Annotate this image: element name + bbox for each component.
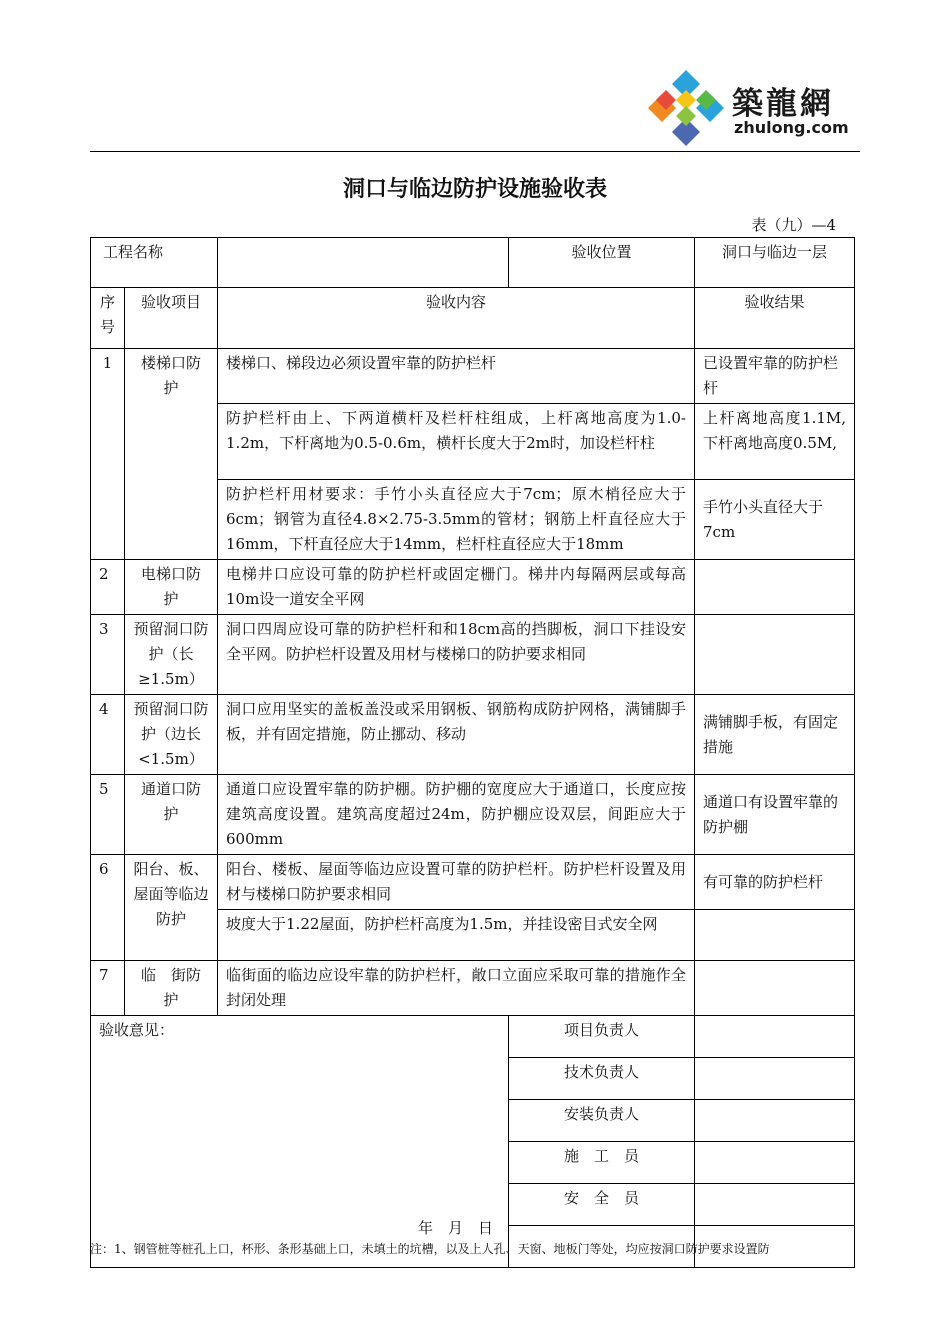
row-content: 防护栏杆用材要求：手竹小头直径应大于7cm；原木梢径应大于6cm；钢管为直径4.8×2.75-3.5mm的管材；钢筋上杆直径应大于16mm，下杆直径应大于14mm，栏杆柱直径应大于18mm: [218, 480, 695, 560]
row-result: [695, 910, 855, 961]
col-item-header: 验收项目: [125, 288, 218, 349]
row-seq: 5: [91, 775, 125, 855]
row-content: 阳台、楼板、屋面等临边应设置可靠的防护栏杆。防护栏杆设置及用材与楼梯口防护要求相同: [218, 855, 695, 910]
project-name-label: 工程名称: [91, 238, 218, 288]
table-row: [91, 695, 855, 775]
row-content: 洞口应用坚实的盖板盖没或采用钢板、钢筋构成防护网格，满铺脚手板，并有固定措施，防止挪动、移动: [218, 695, 695, 775]
signature-field[interactable]: [695, 1058, 855, 1100]
logo-text-en: zhulong.com: [734, 118, 849, 137]
row-seq: 4: [91, 695, 125, 775]
row-result: 已设置牢靠的防护栏杆: [695, 349, 855, 404]
row-content: 临街面的临边应设牢靠的防护栏杆，敞口立面应采取可靠的措施作全封闭处理: [218, 961, 695, 1016]
zhulong-logo: [644, 68, 864, 148]
row-result: [695, 560, 855, 615]
table-row: [91, 560, 855, 615]
column-header-row: [91, 288, 855, 349]
row-item: 阳台、板、屋面等临边防护: [125, 855, 218, 961]
acceptance-table: [90, 237, 855, 1268]
row-seq: 1: [91, 349, 125, 560]
opinion-cell[interactable]: [91, 1016, 509, 1268]
signature-field[interactable]: [695, 1100, 855, 1142]
project-info-row: [91, 238, 855, 288]
row-seq: 6: [91, 855, 125, 961]
table-row: [91, 961, 855, 1016]
form-number: 表（九）—4: [751, 216, 836, 234]
row-item: 通道口防 护: [125, 775, 218, 855]
row-result: 通道口有设置牢靠的防护棚: [695, 775, 855, 855]
row-result: [695, 615, 855, 695]
signer-label: 项目负责人: [509, 1016, 695, 1058]
row-content: 楼梯口、梯段边必须设置牢靠的防护栏杆: [218, 349, 695, 404]
row-seq: 2: [91, 560, 125, 615]
row-result: 手竹小头直径大于7cm: [695, 480, 855, 560]
row-result: 上杆离地高度1.1M,下杆离地高度0.5M,: [695, 404, 855, 480]
row-seq: 7: [91, 961, 125, 1016]
logo-text-cn: 築龍網: [732, 86, 834, 122]
col-content-header: 验收内容: [218, 288, 695, 349]
col-result-header: 验收结果: [695, 288, 855, 349]
date-label: 年 月 日: [418, 1219, 494, 1237]
footnote: 注：1、钢管桩等桩孔上口，杯形、条形基础上口，未填土的坑槽，以及上人孔、天窗、地板门等处，均应按洞口防护要求设置防: [90, 1242, 770, 1256]
row-content: 通道口应设置牢靠的防护棚。防护棚的宽度应大于通道口，长度应按建筑高度设置。建筑高度超过24m，防护棚应设双层，间距应大于600mm: [218, 775, 695, 855]
row-seq: 3: [91, 615, 125, 695]
signer-label: 安 全 员: [509, 1184, 695, 1226]
row-content: 坡度大于1.22屋面，防护栏杆高度为1.5m，并挂设密目式安全网: [218, 910, 695, 961]
page-title: 洞口与临边防护设施验收表: [342, 176, 607, 202]
location-label: 验收位置: [509, 238, 695, 288]
row-result: 有可靠的防护栏杆: [695, 855, 855, 910]
col-seq-header: 序号: [91, 288, 125, 349]
location-value: 洞口与临边一层: [695, 238, 855, 288]
opinion-label: 验收意见：: [99, 1021, 175, 1039]
row-result: 满铺脚手板，有固定措施: [695, 695, 855, 775]
row-item: 楼梯口防 护: [125, 349, 218, 560]
table-row: [91, 775, 855, 855]
row-item: 预留洞口防护（长≥1.5m）: [125, 615, 218, 695]
signer-label: 施 工 员: [509, 1142, 695, 1184]
logo-mark-icon: [644, 68, 728, 148]
row-content: 防护栏杆由上、下两道横杆及栏杆柱组成，上杆离地高度为1.0-1.2m，下杆离地为0.5-0.6m，横杆长度大于2m时，加设栏杆柱: [218, 404, 695, 480]
signature-row: [91, 1016, 855, 1058]
project-name-field[interactable]: [218, 238, 509, 288]
signer-label: 技术负责人: [509, 1058, 695, 1100]
signature-field[interactable]: [695, 1142, 855, 1184]
row-content: 电梯井口应设可靠的防护栏杆或固定栅门。梯井内每隔两层或每高10m设一道安全平网: [218, 560, 695, 615]
row-item: 临 街防 护: [125, 961, 218, 1016]
row-item: 预留洞口防护（边长<1.5m）: [125, 695, 218, 775]
signature-field[interactable]: [695, 1184, 855, 1226]
row-result: [695, 961, 855, 1016]
header-rule: [90, 151, 860, 152]
table-row: [91, 615, 855, 695]
signer-label: 安装负责人: [509, 1100, 695, 1142]
table-row: [91, 855, 855, 910]
row-content: 洞口四周应设可靠的防护栏杆和和18cm高的挡脚板，洞口下挂设安全平网。防护栏杆设置及用材与楼梯口的防护要求相同: [218, 615, 695, 695]
signature-field[interactable]: [695, 1016, 855, 1058]
row-item: 电梯口防 护: [125, 560, 218, 615]
table-row: [91, 349, 855, 404]
